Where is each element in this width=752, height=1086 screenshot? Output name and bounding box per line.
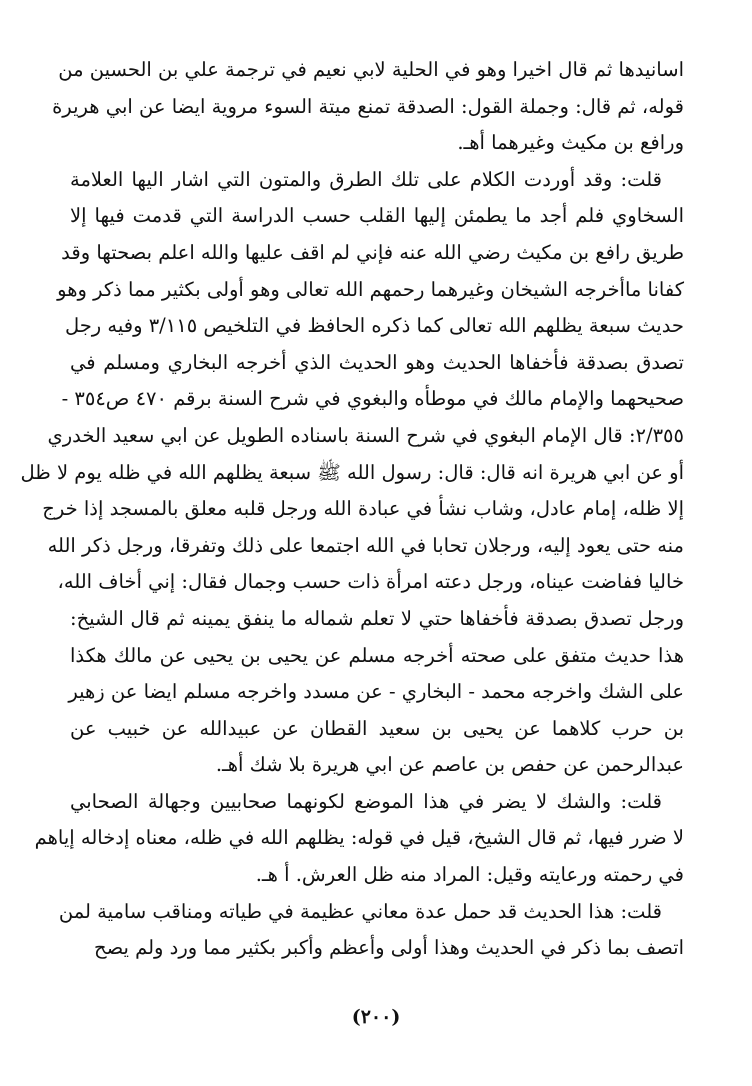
text-line: أو عن ابي هريرة انه قال: قال: رسول الله ﷺ سبعة يظلهم الله في ظله يوم لا ظل bbox=[20, 460, 684, 484]
page-number: (٢٠٠) bbox=[351, 1006, 401, 1028]
text-line: صحيحهما والإمام مالك في موطأه والبغوي في شرح السنة برقم ٤٧٠ ص٣٥٤ - bbox=[61, 387, 684, 411]
text-line: قلت: والشك لا يضر في هذا الموضع لكونهما صحابيين وجهالة الصحابي bbox=[70, 789, 662, 813]
text-line: اتصف بما ذكر في الحديث وهذا أولى وأعظم وأكبر بكثير مما ورد ولم يصح bbox=[94, 936, 684, 960]
text-line: لا ضرر فيها، ثم قال الشيخ، قيل في قوله: يظلهم الله في ظله، معناه إدخاله إياهم bbox=[34, 826, 684, 850]
text-line: منه حتى يعود إليه، ورجلان تحابا في الله اجتمعا على ذلك وتفرقا، ورجل ذكر الله bbox=[47, 533, 684, 557]
text-line: ورافع بن مكيث وغيرهما أهـ. bbox=[457, 131, 684, 155]
text-line: خاليا ففاضت عيناه، ورجل دعته امرأة ذات حسب وجمال فقال: إني أخاف الله، bbox=[57, 570, 684, 594]
body-text bbox=[20, 52, 684, 967]
text-line: اسانيدها ثم قال اخيرا وهو في الحلية لابي نعيم في ترجمة علي بن الحسين من bbox=[58, 58, 684, 81]
text-line: ٢/٣٥٥: قال الإمام البغوي في شرح السنة باسناده الطويل عن ابي سعيد الخدري bbox=[47, 423, 684, 447]
text-line: قلت: وقد أوردت الكلام على تلك الطرق والمتون التي اشار اليها العلامة bbox=[70, 167, 662, 191]
text-line: حديث سبعة يظلهم الله تعالى كما ذكره الحافظ في التلخيص ٣/١١٥ وفيه رجل bbox=[64, 314, 684, 338]
text-line: طريق رافع بن مكيث رضي الله عنه فإني لم اقف عليها والله اعلم بصحتها وقد bbox=[61, 240, 684, 264]
text-line: هذا حديث متفق على صحته أخرجه مسلم عن يحيى بن يحيى عن مالك هكذا bbox=[70, 643, 684, 667]
text-line: ورجل تصدق بصدقة فأخفاها حتي لا تعلم شماله ما ينفق يمينه ثم قال الشيخ: bbox=[70, 606, 684, 630]
text-line: عبدالرحمن عن حفص بن عاصم عن ابي هريرة بلا شك أهـ. bbox=[215, 753, 684, 777]
text-line: قوله، ثم قال: وجملة القول: الصدقة تمنع ميتة السوء مروية ايضا عن ابي هريرة bbox=[52, 94, 684, 118]
text-line: كفانا ماأخرجه الشيخان وغيرهما رحمهم الله تعالى وهو أولى بكثير مما ذكر وهو bbox=[57, 277, 684, 301]
text-line: تصدق بصدقة فأخفاها الحديث وهو الحديث الذي أخرجه البخاري ومسلم في bbox=[70, 350, 684, 374]
text-line: إلا ظله، إمام عادل، وشاب نشأ في عبادة الله ورجل قلبه معلق بالمسجد إذا خرج bbox=[42, 497, 684, 521]
text-line: السخاوي فلم أجد ما يطمئن إليها القلب حسب الدراسة التي قدمت فيها إلا bbox=[70, 204, 684, 228]
text-line: قلت: هذا الحديث قد حمل عدة معاني عظيمة في طياته ومناقب سامية لمن bbox=[58, 899, 662, 923]
text-line: بن حرب كلاهما عن يحيى بن سعيد القطان عن عبيدالله عن خبيب عن bbox=[70, 716, 684, 740]
text-line: في رحمته ورعايته وقيل: المراد منه ظل العرش. أ هـ. bbox=[255, 863, 684, 887]
text-line: على الشك واخرجه محمد - البخاري - عن مسدد واخرجه مسلم ايضا عن زهير bbox=[68, 680, 684, 704]
